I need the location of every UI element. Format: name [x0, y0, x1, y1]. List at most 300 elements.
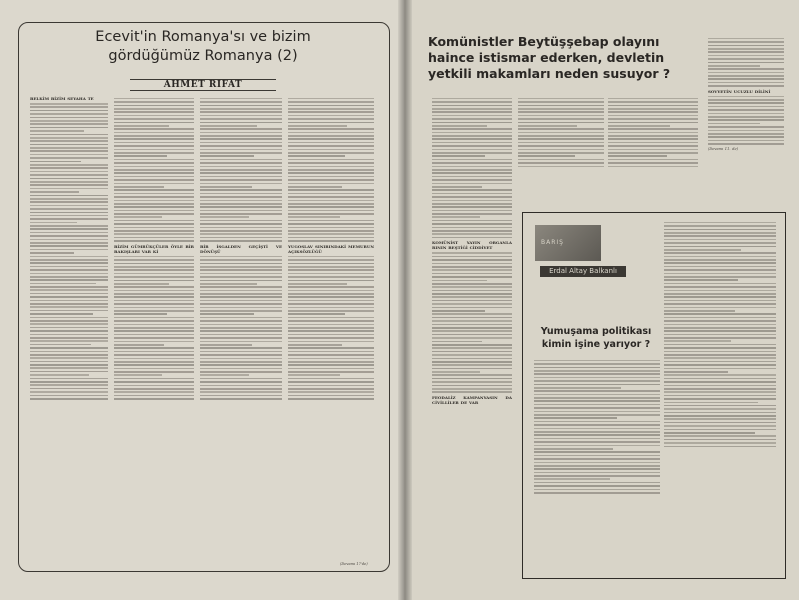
text-line — [30, 205, 108, 207]
text-line — [608, 155, 667, 157]
text-line — [288, 125, 347, 127]
text-line — [30, 388, 108, 390]
text-line — [288, 358, 374, 360]
text-line — [608, 128, 698, 130]
text-line — [30, 300, 108, 302]
text-line — [30, 313, 93, 315]
box-column-1 — [534, 358, 660, 570]
text-line — [288, 320, 374, 322]
text-line — [288, 162, 374, 164]
text-line — [288, 293, 374, 295]
text-line — [30, 286, 108, 288]
text-line — [708, 133, 784, 135]
text-line — [114, 142, 194, 144]
text-line — [664, 446, 776, 448]
text-line — [518, 132, 604, 134]
text-line — [708, 106, 784, 108]
text-line — [664, 408, 776, 410]
text-line — [30, 232, 108, 234]
text-line — [200, 388, 282, 390]
text-line — [30, 130, 84, 132]
text-line — [288, 169, 374, 171]
text-line — [288, 256, 374, 258]
text-line — [432, 220, 512, 222]
text-line — [518, 115, 604, 117]
text-line — [30, 347, 108, 349]
text-line — [432, 385, 512, 387]
text-line — [288, 179, 374, 181]
text-line — [30, 239, 108, 241]
text-line — [200, 169, 282, 171]
text-line — [708, 65, 760, 67]
text-line — [518, 162, 604, 164]
text-line — [664, 378, 776, 380]
text-line — [288, 307, 374, 309]
text-line — [114, 183, 194, 185]
text-line — [288, 371, 374, 373]
text-line — [432, 269, 512, 271]
text-line — [30, 317, 108, 319]
text-line — [114, 327, 194, 329]
text-line — [288, 381, 374, 383]
text-line — [30, 134, 108, 136]
text-line — [534, 431, 660, 433]
text-line — [200, 210, 282, 212]
text-line — [664, 344, 776, 346]
text-line — [200, 135, 282, 137]
text-line — [114, 259, 194, 261]
text-line — [608, 166, 698, 168]
text-line — [30, 249, 108, 251]
text-line — [288, 327, 374, 329]
text-line — [664, 222, 776, 224]
text-line — [30, 140, 108, 142]
text-line — [114, 307, 194, 309]
text-line — [114, 256, 194, 258]
text-line — [432, 310, 485, 312]
text-line — [114, 381, 194, 383]
text-line — [432, 169, 512, 171]
text-line — [664, 232, 776, 234]
text-line — [114, 266, 194, 268]
text-line — [664, 239, 776, 241]
text-line — [664, 395, 776, 397]
text-line — [200, 159, 282, 161]
text-line — [518, 118, 604, 120]
text-line — [432, 183, 512, 185]
text-line — [200, 101, 282, 103]
text-line — [200, 344, 252, 346]
text-line — [288, 118, 374, 120]
text-line — [200, 233, 282, 235]
text-line — [114, 334, 194, 336]
text-line — [288, 368, 374, 370]
text-line — [534, 411, 660, 413]
text-line — [534, 394, 660, 396]
text-line — [200, 200, 282, 202]
text-line — [114, 300, 194, 302]
box-headline-line-1: Yumuşama politikası — [540, 326, 652, 337]
text-line — [30, 191, 79, 193]
text-line — [200, 176, 282, 178]
text-line — [114, 111, 194, 113]
text-line — [200, 296, 282, 298]
text-line — [432, 105, 512, 107]
text-line — [288, 155, 345, 157]
right-headline-line-3: yetkili makamları neden susuyor ? — [428, 66, 671, 81]
text-line — [432, 230, 512, 232]
text-line — [114, 152, 194, 154]
text-line — [708, 113, 784, 115]
text-line — [200, 111, 282, 113]
text-line — [432, 223, 512, 225]
text-line — [200, 179, 282, 181]
text-line — [708, 62, 784, 64]
text-line — [664, 307, 776, 309]
left-column-2 — [114, 96, 194, 562]
text-line — [288, 240, 374, 242]
text-line — [432, 206, 512, 208]
text-line — [30, 259, 108, 261]
text-line — [114, 176, 194, 178]
right-column-1-text-a — [432, 98, 512, 239]
right-subhead-3: SOVYETİN UCUZLU DİLİNİ — [708, 88, 771, 94]
text-line — [30, 398, 108, 400]
text-line — [114, 128, 194, 130]
text-line — [114, 138, 194, 140]
text-line — [200, 213, 282, 215]
text-line — [114, 216, 162, 218]
text-line — [432, 108, 512, 110]
text-line — [288, 186, 342, 188]
text-line — [200, 166, 282, 168]
text-line — [664, 334, 776, 336]
text-line — [288, 233, 374, 235]
text-line — [664, 340, 731, 342]
text-line — [664, 388, 776, 390]
text-line — [30, 144, 108, 146]
text-line — [114, 263, 194, 265]
text-line — [200, 276, 282, 278]
text-line — [432, 358, 512, 360]
text-line — [288, 296, 374, 298]
text-line — [534, 424, 660, 426]
text-line — [664, 398, 776, 400]
text-line — [30, 188, 108, 190]
text-line — [200, 300, 282, 302]
text-line — [432, 213, 512, 215]
text-line — [534, 414, 660, 416]
text-line — [708, 45, 784, 47]
text-line — [432, 391, 512, 393]
right-column-3 — [608, 96, 698, 206]
text-line — [288, 266, 374, 268]
text-line — [708, 126, 784, 128]
text-line — [288, 276, 374, 278]
text-line — [534, 472, 660, 474]
text-line — [30, 327, 108, 329]
text-line — [518, 108, 604, 110]
text-line — [30, 371, 108, 373]
text-line — [708, 102, 784, 104]
text-line — [200, 320, 282, 322]
text-line — [432, 351, 512, 353]
text-line — [432, 159, 512, 161]
text-line — [200, 227, 282, 229]
text-line — [200, 186, 252, 188]
text-line — [288, 122, 374, 124]
text-line — [664, 259, 776, 261]
text-line — [288, 317, 374, 319]
text-line — [664, 418, 776, 420]
text-line — [708, 130, 784, 132]
text-line — [664, 425, 776, 427]
text-line — [114, 162, 194, 164]
text-line — [200, 266, 282, 268]
text-line — [288, 303, 374, 305]
text-line — [288, 385, 374, 387]
left-column-1-text — [30, 103, 108, 400]
text-line — [288, 183, 374, 185]
text-line — [200, 122, 282, 124]
text-line — [608, 98, 698, 100]
text-line — [608, 138, 698, 140]
text-line — [30, 378, 108, 380]
text-line — [200, 310, 282, 312]
text-line — [288, 149, 374, 151]
text-line — [200, 330, 282, 332]
text-line — [30, 323, 108, 325]
text-line — [664, 273, 776, 275]
right-subhead-2: FEODALİZ KAMPANYASIN DA CİVİLLİLER DE VAR — [432, 394, 512, 406]
text-line — [114, 368, 194, 370]
text-line — [288, 259, 374, 261]
text-line — [664, 262, 776, 264]
text-line — [432, 341, 482, 343]
text-line — [114, 118, 194, 120]
text-line — [432, 354, 512, 356]
text-line — [518, 145, 604, 147]
text-line — [30, 222, 77, 224]
text-line — [200, 374, 249, 376]
text-line — [200, 263, 282, 265]
text-line — [664, 374, 776, 376]
text-line — [518, 149, 604, 151]
text-line — [200, 368, 282, 370]
text-line — [432, 276, 512, 278]
text-line — [664, 252, 776, 254]
text-line — [518, 135, 604, 137]
text-line — [30, 103, 108, 105]
text-line — [30, 137, 108, 139]
text-line — [432, 172, 512, 174]
text-line — [534, 441, 660, 443]
text-line — [200, 118, 282, 120]
text-line — [114, 330, 194, 332]
text-line — [200, 115, 282, 117]
left-column-1 — [30, 96, 108, 562]
text-line — [664, 279, 738, 281]
text-line — [664, 266, 776, 268]
text-line — [200, 196, 282, 198]
text-line — [200, 240, 282, 242]
text-line — [200, 269, 282, 271]
text-line — [114, 98, 194, 100]
text-line — [200, 361, 282, 363]
box-column-2 — [664, 220, 776, 570]
text-line — [288, 210, 374, 212]
text-line — [288, 391, 374, 393]
text-line — [114, 358, 194, 360]
text-line — [534, 448, 613, 450]
text-line — [30, 212, 108, 214]
text-line — [608, 101, 698, 103]
text-line — [432, 149, 512, 151]
text-line — [288, 213, 374, 215]
text-line — [200, 138, 282, 140]
text-line — [114, 233, 194, 235]
text-line — [288, 200, 374, 202]
text-line — [200, 307, 282, 309]
text-line — [664, 293, 776, 295]
text-line — [114, 364, 194, 366]
text-line — [288, 395, 374, 397]
text-line — [288, 364, 374, 366]
text-line — [200, 347, 282, 349]
text-line — [114, 135, 194, 137]
text-line — [114, 290, 194, 292]
left-subhead-2: BİZİM GÜMRÜKÇÜLER ÖYLE BİR BAKIŞLARI VAR Kİ — [114, 243, 194, 254]
text-line — [608, 122, 698, 124]
text-line — [534, 404, 660, 406]
text-line — [432, 320, 512, 322]
text-line — [288, 216, 340, 218]
text-line — [114, 273, 194, 275]
text-line — [664, 225, 776, 227]
photo-caption: BARIŞ — [541, 239, 564, 246]
text-line — [432, 330, 512, 332]
text-line — [30, 228, 108, 230]
text-line — [432, 337, 512, 339]
text-line — [288, 334, 374, 336]
text-line — [534, 370, 660, 372]
text-line — [432, 296, 512, 298]
text-line — [30, 279, 108, 281]
text-line — [200, 280, 282, 282]
text-line — [114, 108, 194, 110]
text-line — [30, 262, 108, 264]
text-line — [114, 227, 194, 229]
text-line — [432, 334, 512, 336]
text-line — [708, 58, 784, 60]
text-line — [200, 193, 282, 195]
text-line — [288, 108, 374, 110]
text-line — [432, 135, 512, 137]
text-line — [30, 106, 108, 108]
text-line — [288, 351, 374, 353]
text-line — [114, 296, 194, 298]
text-line — [30, 351, 108, 353]
text-line — [534, 438, 660, 440]
text-line — [114, 341, 194, 343]
text-line — [288, 138, 374, 140]
text-line — [534, 417, 617, 419]
text-line — [200, 220, 282, 222]
text-line — [30, 123, 108, 125]
text-line — [30, 242, 108, 244]
text-line — [200, 189, 282, 191]
text-line — [288, 330, 374, 332]
text-line — [432, 266, 512, 268]
text-line — [708, 82, 784, 84]
text-line — [200, 149, 282, 151]
text-line — [200, 381, 282, 383]
text-line — [114, 310, 194, 312]
text-line — [288, 283, 347, 285]
text-line — [708, 75, 784, 77]
text-line — [534, 465, 660, 467]
text-line — [518, 159, 604, 161]
text-line — [30, 374, 89, 376]
text-line — [708, 85, 784, 87]
text-line — [664, 432, 755, 434]
text-line — [432, 283, 512, 285]
text-line — [664, 249, 741, 251]
text-line — [288, 98, 374, 100]
text-line — [114, 169, 194, 171]
text-line — [708, 68, 784, 70]
text-line — [432, 303, 512, 305]
text-line — [664, 405, 776, 407]
text-line — [534, 468, 660, 470]
text-line — [114, 240, 194, 242]
text-line — [288, 347, 374, 349]
text-line — [114, 354, 194, 356]
text-line — [288, 206, 374, 208]
text-line — [288, 220, 374, 222]
text-line — [432, 252, 512, 254]
text-line — [432, 216, 480, 218]
text-line — [288, 203, 374, 205]
text-line — [708, 72, 784, 74]
text-line — [200, 286, 282, 288]
text-line — [708, 140, 784, 142]
text-line — [708, 51, 784, 53]
text-line — [664, 300, 776, 302]
text-line — [200, 391, 282, 393]
text-line — [200, 341, 282, 343]
text-line — [534, 485, 660, 487]
text-line — [432, 364, 512, 366]
text-line — [664, 442, 776, 444]
text-line — [30, 384, 108, 386]
text-line — [30, 252, 74, 254]
text-line — [200, 283, 257, 285]
text-line — [30, 283, 96, 285]
text-line — [288, 230, 374, 232]
text-line — [518, 105, 604, 107]
text-line — [200, 237, 282, 239]
text-line — [288, 378, 374, 380]
text-line — [288, 290, 374, 292]
text-line — [664, 364, 776, 366]
text-line — [664, 347, 776, 349]
left-column-3-text-b — [200, 256, 282, 400]
text-line — [114, 286, 194, 288]
text-line — [432, 237, 512, 239]
text-line — [114, 276, 194, 278]
text-line — [288, 273, 374, 275]
